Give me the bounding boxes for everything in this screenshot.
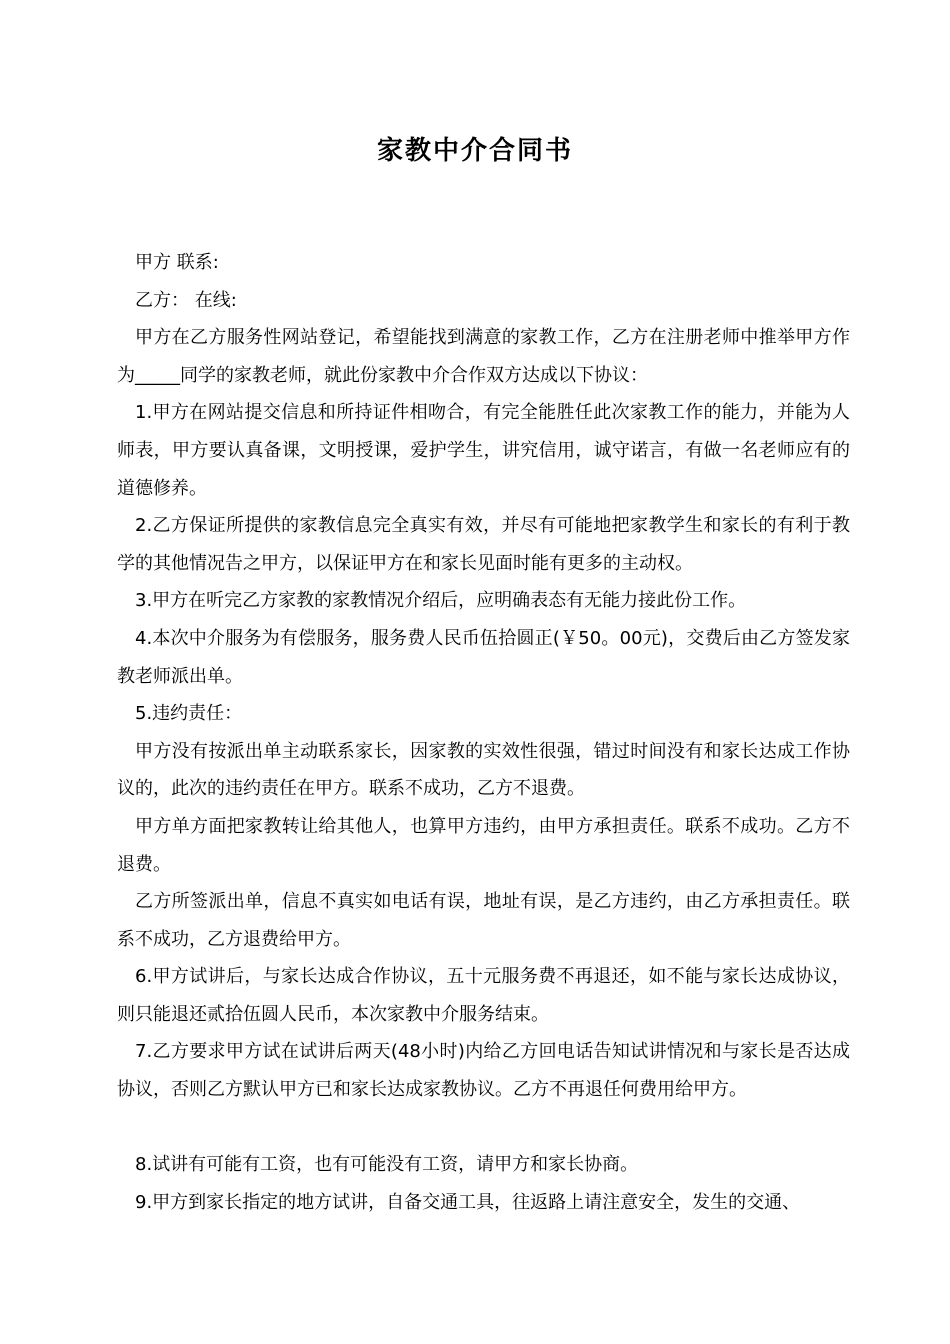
clause-3: 3.甲方在听完乙方家教的家教情况介绍后，应明确表态有无能力接此份工作。	[135, 590, 747, 612]
clause-8: 8.试讲有可能有工资，也有可能没有工资，请甲方和家长协商。	[135, 1154, 639, 1176]
document-title: 家教中介合同书	[376, 136, 573, 166]
clause-6: 6.甲方试讲后，与家长达成合作协议，五十元服务费不再退还，如不能与家长达成协议，则只能退还贰拾伍圆人民币，本次家教中介服务结束。	[117, 966, 850, 1025]
clause-5-item-a: 甲方没有按派出单主动联系家长，因家教的实效性很强，错过时间没有和家长达成工作协议的，此次的违约责任在甲方。联系不成功，乙方不退费。	[117, 740, 850, 800]
clause-5-heading: 5.违约责任：	[135, 703, 243, 725]
clause-2: 2.乙方保证所提供的家教信息完全真实有效，并尽有可能地把家教学生和家长的有利于教学的其他情况告之甲方，以保证甲方在和家长见面时能有更多的主动权。	[117, 515, 850, 574]
document-body	[117, 244, 850, 1221]
clause-7: 7.乙方要求甲方试在试讲后两天(48小时)内给乙方回电话告知试讲情况和与家长是否达成协议，否则乙方默认甲方已和家长达成家教协议。乙方不再退任何费用给甲方。	[117, 1041, 850, 1101]
clause-1: 1.甲方在网站提交信息和所持证件相吻合，有完全能胜任此次家教工作的能力，并能为人师表，甲方要认真备课，文明授课，爱护学生，讲究信用，诚守诺言，有做一名老师应有的道德修养。	[117, 402, 850, 499]
clause-5-item-c: 乙方所签派出单，信息不真实如电话有误，地址有误，是乙方违约，由乙方承担责任。联系不成功，乙方退费给甲方。	[117, 891, 850, 950]
intro-paragraph: 甲方在乙方服务性网站登记，希望能找到满意的家教工作，乙方在注册老师中推举甲方作为_____同学的家教老师，就此份家教中介合作双方达成以下协议：	[117, 327, 850, 386]
clause-4: 4.本次中介服务为有偿服务，服务费人民币伍拾圆正(￥50。00元)，交费后由乙方签发家教老师派出单。	[117, 627, 850, 687]
paragraph-spacer	[117, 1109, 850, 1147]
party-a-line: 甲方 联系:	[135, 252, 219, 273]
party-b-line: 乙方： 在线:	[135, 289, 237, 311]
clause-9: 9.甲方到家长指定的地方试讲，自备交通工具，往返路上请注意安全，发生的交通、	[135, 1191, 801, 1213]
clause-5-item-b: 甲方单方面把家教转让给其他人，也算甲方违约，由甲方承担责任。联系不成功。乙方不退费。	[117, 815, 850, 875]
